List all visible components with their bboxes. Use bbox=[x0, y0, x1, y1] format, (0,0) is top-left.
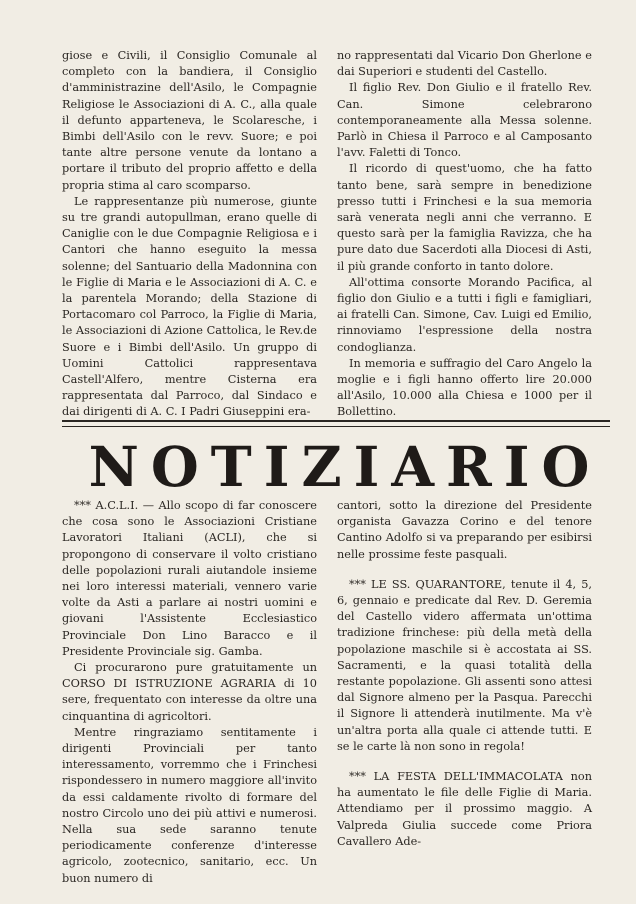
notiziario-section bbox=[62, 498, 592, 887]
paragraph: *** LE SS. QUARANTORE, tenute il 4, 5, 6, gennaio e predicate dal Rev. D. Geremia del Castello videro affermata un'ottima tradizione frinchese: più della metà della popolazione maschile si è accostata ai SS. Sacramenti, e la quasi totalità della restante popolazione. Gli assenti sono attesi dal Signore almeno per la Pasqua. Parecchi il Signore li attenderà inutilmente. Ma v'è un'altra porta alla quale ci attende tutti. E se le carte là non sono in regola! bbox=[337, 577, 592, 753]
section-divider-thick bbox=[62, 420, 610, 422]
obituary-column-right bbox=[337, 48, 592, 421]
paragraph: *** LA FESTA DELL'IMMACOLATA non ha aumentato le file delle Figlie di Maria. Attendiamo per il prossimo maggio. A Valpreda Giulia succede come Priora Cavallero Ade- bbox=[337, 770, 592, 848]
paragraph: cantori, sotto la direzione del Presidente organista Gavazza Corino e del tenore Cantino Adolfo si va preparando per esibirsi nelle prossime feste pasquali. bbox=[337, 499, 592, 561]
notiziario-column-left bbox=[62, 498, 317, 887]
paragraph: In memoria e suffragio del Caro Angelo la moglie e i figli hanno offerto lire 20.000 all'Asilo, 10.000 alla Chiesa e 1000 per il Bollettino. bbox=[337, 356, 592, 419]
paragraph: no rappresentati dal Vicario Don Gherlone e dai Superiori e studenti del Castello. bbox=[337, 49, 592, 79]
obituary-section bbox=[62, 48, 592, 421]
paragraph: All'ottima consorte Morando Pacifica, al figlio don Giulio e a tutti i figli e famigliari, ai fratelli Can. Simone, Cav. Luigi ed Emilio, rinnoviamo l'espressione della nostra condoglianza. bbox=[337, 275, 592, 354]
obituary-column-left bbox=[62, 48, 317, 421]
section-divider-thin bbox=[62, 426, 610, 427]
paragraph: Il ricordo di quest'uomo, che ha fatto tanto bene, sarà sempre in benedizione presso tutti i Frinchesi e la sua memoria sarà venerata negli anni che verranno. E questo sarà per la famiglia Ravizza, che ha pure dato due Sacerdoti alla Diocesi di Asti, il più grande conforto in tanto dolore. bbox=[337, 162, 592, 273]
paragraph: Le rappresentanze più numerose, giunte su tre grandi autopullman, erano quelle di Caniglie con le due Compagnie Religiosa e i Cantori che hanno eseguito la messa solenne; del Santuario della Madonnina con le Figlie di Maria e le Associazioni di A. C. e la parentela Morando; della Stazione di Portacomaro col Parroco, la Figlie di Maria, le Associazioni di Azione Cattolica, le Rev.de Suore e i Bimbi dell'Asilo. Un gruppo di Uomini Cattolici rappresentava Castell'Alfero, mentre Cisterna era rappresentata dal Parroco, dal Sindaco e dai dirigenti di A. C. I Padri Giuseppini era- bbox=[62, 194, 317, 419]
paragraph: *** A.C.L.I. — Allo scopo di far conoscere che cosa sono le Associazioni Cristiane Lavoratori Italiani (ACLI), che si propongono di conservare il volto cristiano delle popolazioni rurali aiutandole insieme nei loro interessi materiali, vennero varie volte da Asti a parlare ai nostri uomini e giovani l'Assistente Ecclesiastico Provinciale Don Lino Baracco e il Presidente Provinciale sig. Gamba. bbox=[62, 499, 317, 658]
notiziario-column-right bbox=[337, 498, 592, 887]
paragraph: giose e Civili, il Consiglio Comunale al completo con la bandiera, il Consiglio d'amministrazine dell'Asilo, le Compagnie Religiose le Associazioni di A. C., alla quale il defunto apparteneva, le Scolaresche, i Bimbi dell'Asilo con le revv. Suore; e poi tante altre persone venute da lontano a portare il tributo del proprio affetto e della propria stima al caro scomparso. bbox=[62, 49, 317, 192]
paragraph: Mentre ringraziamo sentitamente i dirigenti Provinciali per tanto interessamento, vorremmo che i Frinchesi rispondessero in numero maggiore all'invito da essi caldamente rivolto di formare del nostro Circolo uno dei più attivi e numerosi. Nella sua sede saranno tenute periodicamente conferenze d'interesse agricolo, zootecnico, sanitario, ecc. Un buon numero di bbox=[62, 725, 317, 885]
paragraph: Il figlio Rev. Don Giulio e il fratello Rev. Can. Simone celebrarono contemporaneamente alla Messa solenne. Parlò in Chiesa il Parroco e al Camposanto l'avv. Faletti di Tonco. bbox=[337, 81, 592, 160]
section-title: NOTIZIARIO bbox=[88, 434, 602, 499]
paragraph: Ci procurarono pure gratuitamente un CORSO DI ISTRUZIONE AGRARIA di 10 sere, frequentato con interesse da oltre una cinquantina di agricoltori. bbox=[62, 661, 317, 723]
